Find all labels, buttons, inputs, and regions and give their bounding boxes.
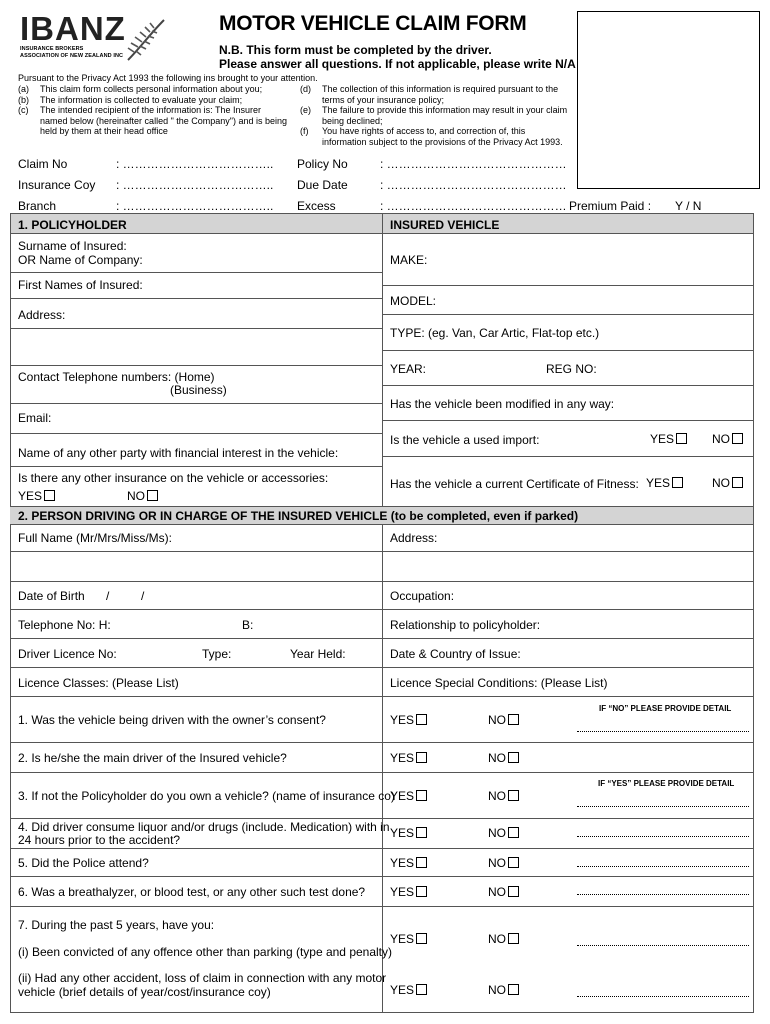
first-names-label: First Names of Insured: (18, 278, 143, 292)
ibanz-logo (20, 10, 170, 66)
question-3: 3. If not the Policyholder do you own a vehicle? (name of insurance co) (18, 789, 395, 803)
excess-label: Excess (297, 199, 336, 213)
driver-section-header: 2. PERSON DRIVING OR IN CHARGE OF THE INSURED VEHICLE (to be completed, even if parked) (18, 509, 579, 523)
q1-detail-line[interactable] (577, 731, 749, 732)
cof-label: Has the vehicle a current Certificate of Fitness: (390, 477, 639, 491)
dob-slash-2: / (141, 589, 145, 603)
q3-yes[interactable]: YES (390, 789, 427, 803)
premium-paid-label: Premium Paid : (569, 199, 652, 213)
q4-detail-line[interactable] (577, 836, 749, 837)
model-label: MODEL: (390, 294, 437, 308)
licence-no-label: Driver Licence No: (18, 647, 117, 661)
reg-no-label: REG NO: (546, 362, 597, 376)
q6-detail-line[interactable] (577, 894, 749, 895)
privacy-left: (a) This claim form collects personal information about you; (b) The information is collected to evaluate your claim; (c) The intended recipient of the information is: The Insurer named below (hereinafter called " the Company") and is being held by them at their head office (18, 84, 288, 136)
cof-no[interactable]: NO (712, 476, 743, 490)
no-checkbox[interactable] (508, 790, 519, 801)
make-label: MAKE: (390, 253, 428, 267)
policyholder-header: 1. POLICYHOLDER (18, 218, 127, 232)
q3-no[interactable]: NO (488, 789, 519, 803)
q7ii-no[interactable]: NO (488, 983, 519, 997)
other-insurance-label: Is there any other insurance on the vehicle or accessories: (18, 471, 329, 485)
yes-checkbox[interactable] (44, 490, 55, 501)
dob-label: Date of Birth (18, 589, 85, 603)
q7i-no[interactable]: NO (488, 932, 519, 946)
used-import-no[interactable]: NO (712, 432, 743, 446)
type-label: TYPE: (eg. Van, Car Artic, Flat-top etc.) (390, 326, 600, 340)
question-7ii-line-2: vehicle (brief details of year/cost/insurance coy) (18, 985, 271, 999)
telephone-b-label: B: (242, 618, 254, 632)
year-held-label: Year Held: (290, 647, 346, 661)
business-label: (Business) (170, 383, 227, 397)
q4-no[interactable]: NO (488, 826, 519, 840)
telephone-label: Telephone No: H: (18, 618, 111, 632)
photo-box (577, 11, 760, 189)
phone-label: Contact Telephone numbers: (Home) (18, 370, 215, 384)
fern-icon (124, 18, 166, 62)
other-insurance-no[interactable]: NO (127, 489, 158, 503)
insured-vehicle-header: INSURED VEHICLE (390, 218, 500, 232)
q4-yes[interactable]: YES (390, 826, 427, 840)
claim-no-label: Claim No (18, 157, 68, 171)
branch-field[interactable]: : ……………………………….. (116, 199, 274, 213)
surname-label: Surname of Insured: (18, 239, 127, 253)
q3-detail-line[interactable] (577, 806, 749, 807)
q7ii-yes[interactable]: YES (390, 983, 427, 997)
company-label: OR Name of Company: (18, 253, 143, 267)
q5-detail-line[interactable] (577, 866, 749, 867)
no-checkbox[interactable] (508, 933, 519, 944)
yes-checkbox[interactable] (416, 790, 427, 801)
yes-checkbox[interactable] (416, 857, 427, 868)
question-4-line-2: 24 hours prior to the accident? (18, 833, 181, 847)
no-checkbox[interactable] (732, 477, 743, 488)
if-yes-detail-note: IF “YES” PLEASE PROVIDE DETAIL (598, 779, 735, 788)
question-1: 1. Was the vehicle being driven with the owner’s consent? (18, 713, 326, 727)
question-2: 2. Is he/she the main driver of the Insured vehicle? (18, 751, 287, 765)
insurance-coy-label: Insurance Coy (18, 178, 96, 192)
logo-line-1: INSURANCE BROKERS (20, 46, 84, 52)
question-6: 6. Was a breathalyzer, or blood test, or any other such test done? (18, 885, 366, 899)
question-4-line-1: 4. Did driver consume liquor and/or drugs (include. Medication) with in (18, 820, 390, 834)
logo-wordmark: IBANZ (20, 10, 126, 47)
claim-no-field[interactable]: : ……………………………….. (116, 157, 274, 171)
dob-slash-1: / (106, 589, 110, 603)
interest-label: Name of any other party with financial interest in the vehicle: (18, 446, 339, 460)
policy-no-field[interactable]: : ……………………………………… (380, 157, 567, 171)
country-issue-label: Date & Country of Issue: (390, 647, 521, 661)
logo-line-2: ASSOCIATION OF NEW ZEALAND INC (20, 53, 124, 59)
no-checkbox[interactable] (732, 433, 743, 444)
yes-checkbox[interactable] (416, 984, 427, 995)
special-conditions-label: Licence Special Conditions: (Please List) (390, 676, 608, 690)
form-title: MOTOR VEHICLE CLAIM FORM (219, 12, 527, 35)
driver-address-label: Address: (390, 531, 438, 545)
question-5: 5. Did the Police attend? (18, 856, 149, 870)
question-7ii-line-1: (ii) Had any other accident, loss of claim in connection with any motor (18, 971, 387, 985)
no-checkbox[interactable] (147, 490, 158, 501)
q6-yes[interactable]: YES (390, 885, 427, 899)
yes-checkbox[interactable] (416, 886, 427, 897)
occupation-label: Occupation: (390, 589, 455, 603)
due-date-field[interactable]: : ……………………………………… (380, 178, 567, 192)
nb-line-1: N.B. This form must be completed by the driver. (219, 43, 492, 57)
yes-checkbox[interactable] (416, 827, 427, 838)
insurance-coy-field[interactable]: : ……………………………….. (116, 178, 274, 192)
modified-label: Has the vehicle been modified in any way: (390, 397, 615, 411)
used-import-yes[interactable]: YES (650, 432, 687, 446)
branch-label: Branch (18, 199, 57, 213)
q1-no[interactable]: NO (488, 713, 519, 727)
q5-no[interactable]: NO (488, 856, 519, 870)
policy-no-label: Policy No (297, 157, 348, 171)
no-checkbox[interactable] (508, 857, 519, 868)
email-label: Email: (18, 411, 52, 425)
yes-checkbox[interactable] (676, 433, 687, 444)
used-import-label: Is the vehicle a used import: (390, 433, 540, 447)
yes-checkbox[interactable] (672, 477, 683, 488)
licence-classes-label: Licence Classes: (Please List) (18, 676, 179, 690)
no-checkbox[interactable] (508, 886, 519, 897)
q5-yes[interactable]: YES (390, 856, 427, 870)
year-label: YEAR: (390, 362, 427, 376)
question-7i: (i) Been convicted of any offence other than parking (type and penalty) (18, 945, 393, 959)
relationship-label: Relationship to policyholder: (390, 618, 541, 632)
excess-field[interactable]: : ……………………………………… (380, 199, 567, 213)
full-name-label: Full Name (Mr/Mrs/Miss/Ms): (18, 531, 172, 545)
premium-paid-yn[interactable]: Y / N (675, 199, 702, 213)
no-checkbox[interactable] (508, 714, 519, 725)
address-label: Address: (18, 308, 66, 322)
q2-no[interactable]: NO (488, 751, 519, 765)
other-insurance-yes[interactable]: YES (18, 489, 55, 503)
privacy-intro: Pursuant to the Privacy Act 1993 the following ins brought to your attention. (18, 73, 318, 83)
nb-line-2: Please answer all questions. If not applicable, please write N/A (219, 57, 576, 71)
q2-yes[interactable]: YES (390, 751, 427, 765)
yes-checkbox[interactable] (416, 714, 427, 725)
q7ii-detail-line[interactable] (577, 996, 749, 997)
due-date-label: Due Date (297, 178, 348, 192)
licence-type-label: Type: (202, 647, 232, 661)
question-7: 7. During the past 5 years, have you: (18, 918, 215, 932)
yes-checkbox[interactable] (416, 752, 427, 763)
q7i-yes[interactable]: YES (390, 932, 427, 946)
q6-no[interactable]: NO (488, 885, 519, 899)
if-no-detail-note: IF “NO” PLEASE PROVIDE DETAIL (599, 704, 732, 713)
q7i-detail-line[interactable] (577, 945, 749, 946)
yes-checkbox[interactable] (416, 933, 427, 944)
no-checkbox[interactable] (508, 984, 519, 995)
no-checkbox[interactable] (508, 752, 519, 763)
privacy-right: (d) The collection of this information is required pursuant to the terms of your insurance policy; (e) The failure to provide this information may result in your claim being declined; (f) You have rights of access to, and correction of, this information subject to the provisions of the Privacy Act 1993. (300, 84, 568, 147)
q1-yes[interactable]: YES (390, 713, 427, 727)
no-checkbox[interactable] (508, 827, 519, 838)
cof-yes[interactable]: YES (646, 476, 683, 490)
